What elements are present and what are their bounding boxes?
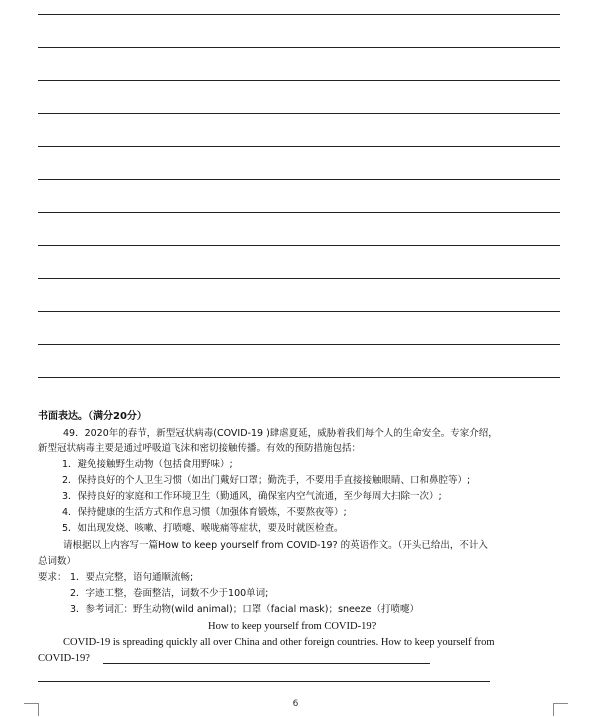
writing-line — [38, 681, 490, 682]
answer-line — [38, 47, 560, 48]
task-line: 总词数） — [38, 556, 77, 567]
requirements-label: 要求： — [38, 572, 67, 583]
essay-opening: COVID-19? — [38, 653, 90, 664]
measure-item: 4．保持健康的生活方式和作息习惯（加强体育锻炼，不要熬夜等）; — [62, 507, 347, 518]
requirement-item: 3．参考词汇：野生动物(wild animal)；口罩（facial mask)；sneeze（打喷嚏） — [70, 604, 419, 615]
writing-line — [103, 663, 430, 664]
intro-line: 新型冠状病毒主要是通过呼吸道飞沫和密切接触传播。有效的预防措施包括： — [38, 443, 362, 454]
answer-line — [38, 278, 560, 279]
intro-line: 49．2020年的春节，新型冠状病毒(COVID-19 )肆虐夏延，威胁着我们每个人的生命安全。专家介绍， — [63, 428, 498, 439]
requirement-item: 2．字迹工整，卷面整洁，词数不少于100单词; — [70, 588, 269, 599]
task-line: 请根据以上内容写一篇How to keep yourself from COVID-19? 的英语作文。（开头已给出，不计入 — [63, 540, 488, 551]
answer-line — [38, 179, 560, 180]
measure-item: 5．如出现发烧、咳嗽、打喷嚏、喉咙痛等症状，要及时就医检查。 — [62, 523, 344, 534]
section-heading: 书面表达。（满分20分） — [38, 411, 147, 422]
measure-item: 1．避免接触野生动物（包括食用野味）; — [62, 459, 233, 470]
requirement-item: 1．要点完整，语句通顺流畅; — [70, 572, 194, 583]
essay-title: How to keep yourself from COVID-19? — [208, 621, 377, 632]
answer-line — [38, 344, 560, 345]
measure-item: 2．保持良好的个人卫生习惯（如出门戴好口罩；勤洗手，不要用手直接接触眼睛、口和鼻腔等）; — [62, 475, 471, 486]
answer-line — [38, 14, 560, 15]
answer-line — [38, 212, 560, 213]
answer-line — [38, 80, 560, 81]
measure-item: 3．保持良好的家庭和工作环境卫生（勤通风，确保室内空气流通，至少每周大扫除一次）; — [62, 491, 442, 502]
answer-line — [38, 146, 560, 147]
answer-line — [38, 245, 560, 246]
page-number: 6 — [292, 699, 299, 709]
essay-opening: COVID-19 is spreading quickly all over China and other foreign countries. How to keep yourself from — [63, 637, 495, 648]
answer-line — [38, 311, 560, 312]
answer-line — [38, 377, 560, 378]
answer-line — [38, 113, 560, 114]
